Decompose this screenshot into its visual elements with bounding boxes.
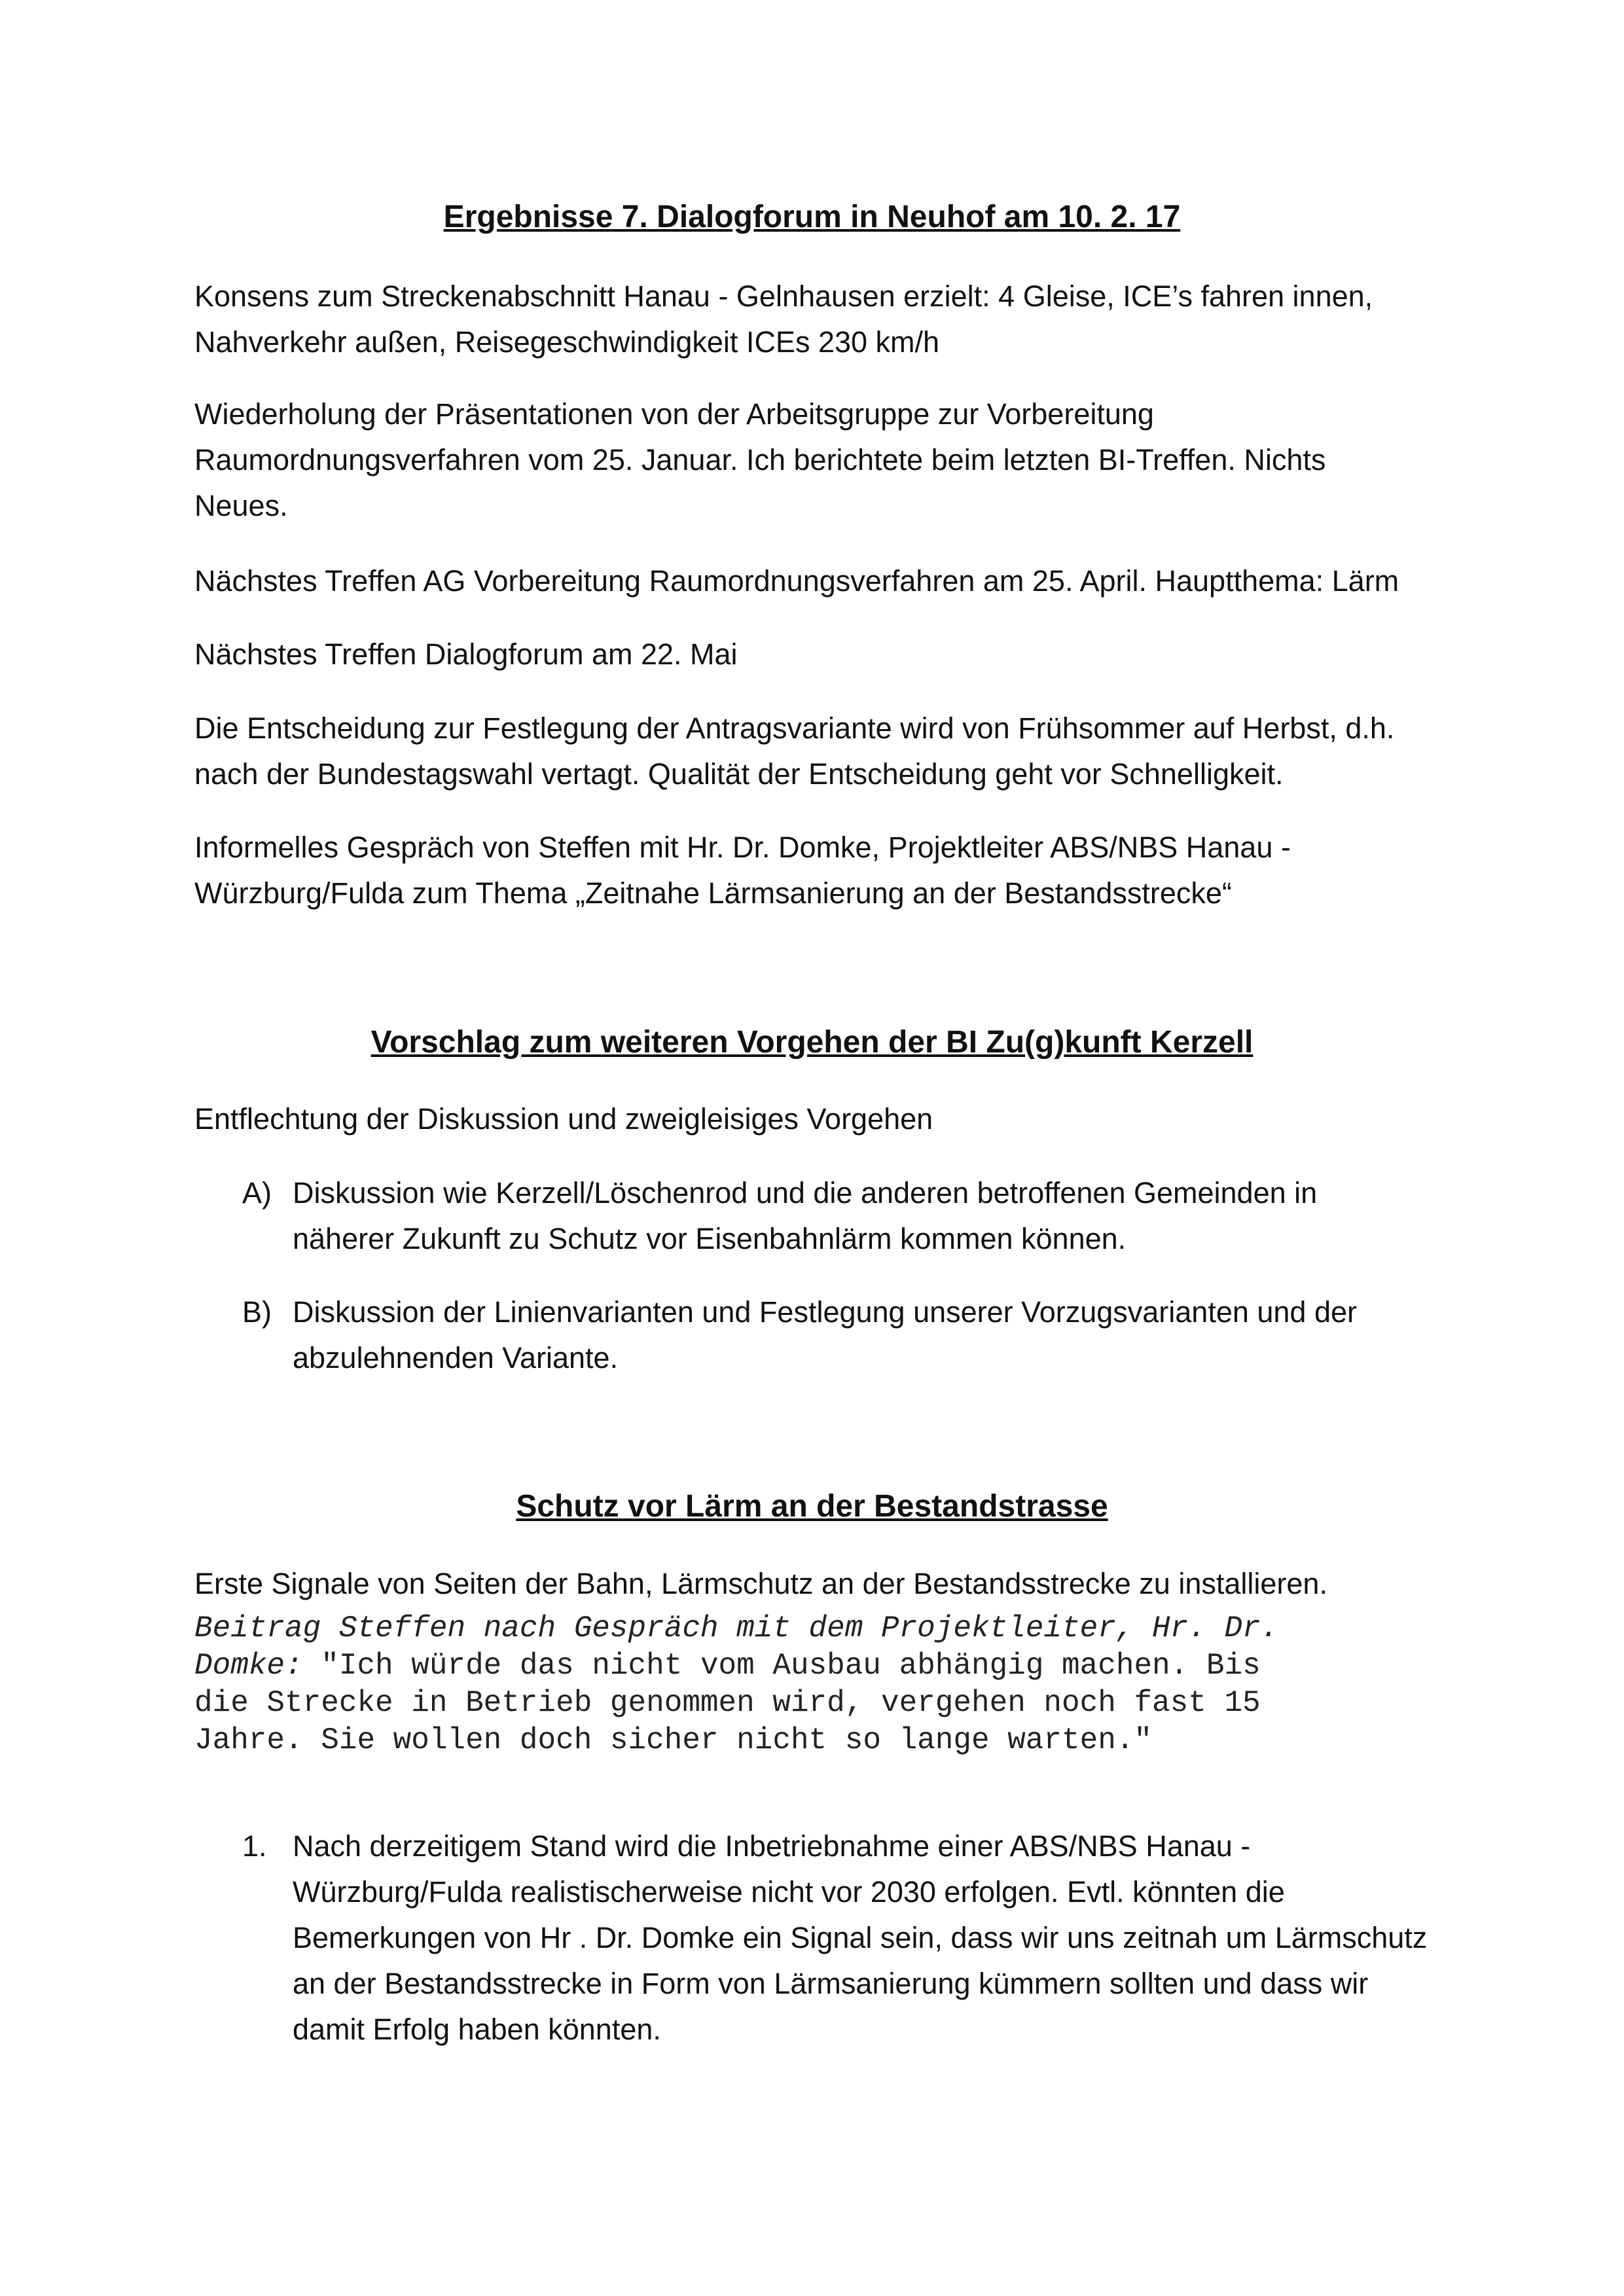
text-line: Raumordnungsverfahren vom 25. Januar. Ich berichtete beim letzten BI-Treffen. Nichts xyxy=(194,443,1326,476)
list-marker: 1. xyxy=(242,1829,267,1863)
text-line: Bemerkungen von Hr . Dr. Domke ein Signal sein, dass wir uns zeitnah um Lärmschutz xyxy=(293,1921,1428,1954)
quote-attribution-name: Domke: xyxy=(194,1649,303,1683)
paragraph-entflechtung xyxy=(194,1096,1458,1142)
heading-ergebnisse: Ergebnisse 7. Dialogforum in Neuhof am 10. 2. 17 xyxy=(443,200,1181,234)
text-line: Diskussion der Linienvarianten und Festlegung unserer Vorzugsvarianten und der xyxy=(293,1295,1357,1329)
paragraph-konsens xyxy=(194,274,1458,365)
paragraph-informelles-gespraech xyxy=(194,825,1458,916)
quote-text: die Strecke in Betrieb genommen wird, vergehen noch fast 15 xyxy=(194,1686,1261,1720)
text-line: Konsens zum Streckenabschnitt Hanau - Gelnhausen erzielt: 4 Gleise, ICE’s fahren innen, xyxy=(194,279,1373,313)
paragraph-naechstes-treffen-ag xyxy=(194,558,1458,604)
text-line: Nach derzeitigem Stand wird die Inbetriebnahme einer ABS/NBS Hanau - xyxy=(293,1829,1251,1863)
text-line: damit Erfolg haben könnten. xyxy=(293,2013,661,2046)
paragraph-entscheidung xyxy=(194,706,1458,797)
list-marker: A) xyxy=(242,1176,272,1210)
text-line: Informelles Gespräch von Steffen mit Hr. Dr. Domke, Projektleiter ABS/NBS Hanau - xyxy=(194,831,1291,864)
quote-text: Jahre. Sie wollen doch sicher nicht so lange warten." xyxy=(194,1723,1153,1757)
text-line: abzulehnenden Variante. xyxy=(293,1341,619,1374)
list-item-text xyxy=(293,1823,1458,2053)
quote-block xyxy=(194,1610,1458,1759)
heading-vorschlag: Vorschlag zum weiteren Vorgehen der BI Zu(g)kunft Kerzell xyxy=(370,1025,1254,1060)
text-line: Entflechtung der Diskussion und zweigleisiges Vorgehen xyxy=(194,1102,933,1136)
text-line: Wiederholung der Präsentationen von der Arbeitsgruppe zur Vorbereitung xyxy=(194,397,1154,431)
text-line: näherer Zukunft zu Schutz vor Eisenbahnlärm kommen können. xyxy=(293,1222,1127,1255)
text-line: Neues. xyxy=(194,489,288,522)
text-line: Diskussion wie Kerzell/Löschenrod und die anderen betroffenen Gemeinden in xyxy=(293,1176,1318,1210)
text-line: Erste Signale von Seiten der Bahn, Lärmschutz an der Bestandsstrecke zu installieren. xyxy=(194,1567,1327,1600)
text-line: nach der Bundestagswahl vertagt. Qualität der Entscheidung geht vor Schnelligkeit. xyxy=(194,757,1284,791)
list-marker: B) xyxy=(242,1295,272,1329)
paragraph-naechstes-treffen-dialogforum xyxy=(194,632,1458,677)
list-item-text xyxy=(293,1170,1458,1262)
text-line: Nächstes Treffen Dialogforum am 22. Mai xyxy=(194,637,738,671)
text-line: Nächstes Treffen AG Vorbereitung Raumordnungsverfahren am 25. April. Hauptthema: Lärm xyxy=(194,564,1399,598)
heading-schutz-vor-laerm: Schutz vor Lärm an der Bestandstrasse xyxy=(516,1489,1108,1524)
text-line: an der Bestandsstrecke in Form von Lärmsanierung kümmern sollten und dass wir xyxy=(293,1967,1369,2000)
paragraph-erste-signale xyxy=(194,1561,1458,1607)
paragraph-wiederholung xyxy=(194,391,1458,529)
list-item-text xyxy=(293,1289,1458,1381)
text-line: Würzburg/Fulda realistischerweise nicht vor 2030 erfolgen. Evtl. könnten die xyxy=(293,1875,1285,1909)
quote-text: "Ich würde das nicht vom Ausbau abhängig machen. Bis xyxy=(302,1649,1261,1683)
quote-attribution: Beitrag Steffen nach Gespräch mit dem Projektleiter, Hr. Dr. xyxy=(194,1611,1279,1645)
text-line: Würzburg/Fulda zum Thema „Zeitnahe Lärmsanierung an der Bestandsstrecke“ xyxy=(194,876,1232,910)
text-line: Nahverkehr außen, Reisegeschwindigkeit ICEs 230 km/h xyxy=(194,325,940,359)
text-line: Die Entscheidung zur Festlegung der Antragsvariante wird von Frühsommer auf Herbst, d.h. xyxy=(194,711,1395,745)
